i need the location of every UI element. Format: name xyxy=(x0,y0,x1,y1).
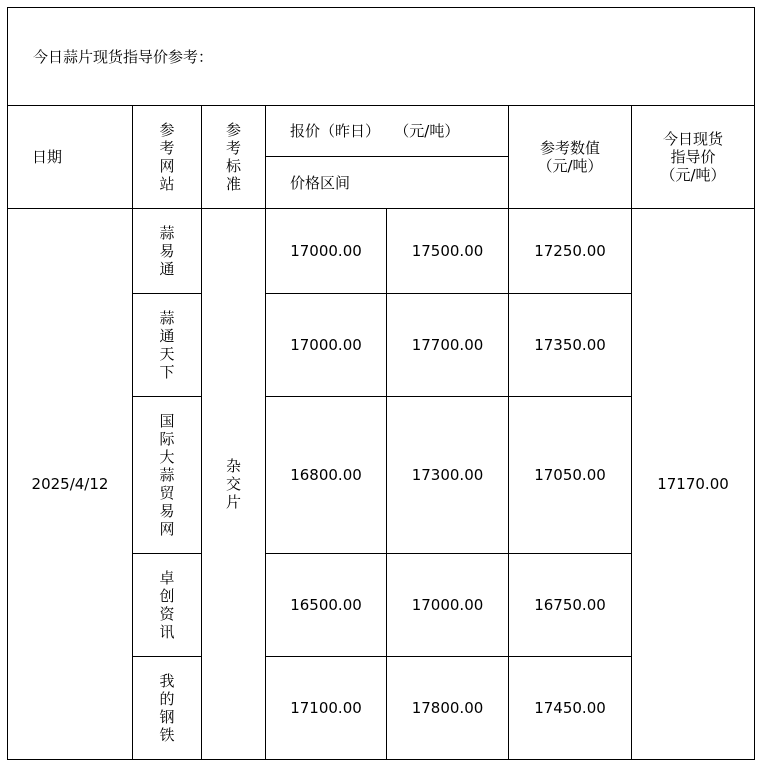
price-high: 17500.00 xyxy=(387,209,509,294)
price-low: 16500.00 xyxy=(266,554,387,657)
ref-value: 17450.00 xyxy=(509,657,632,760)
table-title: 今日蒜片现货指导价参考： xyxy=(8,8,755,106)
header-ref-value xyxy=(509,106,632,209)
header-ref-value-label: 参考数值（元/吨） xyxy=(537,139,603,175)
guide-price: 17170.00 xyxy=(632,209,755,760)
ref-value: 17350.00 xyxy=(509,294,632,397)
price-low: 17100.00 xyxy=(266,657,387,760)
price-low: 17000.00 xyxy=(266,294,387,397)
site-name: 蒜通天下 xyxy=(159,309,175,381)
site-cell xyxy=(133,209,202,294)
site-cell xyxy=(133,397,202,554)
price-low: 17000.00 xyxy=(266,209,387,294)
price-table xyxy=(7,7,755,760)
site-cell xyxy=(133,554,202,657)
title-row xyxy=(8,8,755,106)
price-high: 17700.00 xyxy=(387,294,509,397)
ref-value: 16750.00 xyxy=(509,554,632,657)
header-quote: 报价（昨日） （元/吨） xyxy=(266,106,509,157)
site-cell xyxy=(133,294,202,397)
site-name: 国际大蒜贸易网 xyxy=(159,412,175,538)
price-low: 16800.00 xyxy=(266,397,387,554)
header-standard xyxy=(202,106,266,209)
header-date: 日期 xyxy=(8,106,133,209)
standard-name: 杂交片 xyxy=(226,457,242,511)
site-name: 卓创资讯 xyxy=(159,569,175,641)
table-row xyxy=(8,209,755,294)
header-site-label: 参考网站 xyxy=(159,121,175,193)
header-range: 价格区间 xyxy=(266,157,509,209)
ref-value: 17250.00 xyxy=(509,209,632,294)
price-high: 17300.00 xyxy=(387,397,509,554)
header-row-1 xyxy=(8,106,755,157)
ref-value: 17050.00 xyxy=(509,397,632,554)
site-cell xyxy=(133,657,202,760)
standard-cell xyxy=(202,209,266,760)
header-site xyxy=(133,106,202,209)
price-high: 17800.00 xyxy=(387,657,509,760)
site-name: 蒜易通 xyxy=(159,224,175,278)
price-high: 17000.00 xyxy=(387,554,509,657)
header-guide-label: 今日现货指导价（元/吨） xyxy=(660,130,726,184)
header-standard-label: 参考标准 xyxy=(226,121,242,193)
header-guide xyxy=(632,106,755,209)
site-name: 我的钢铁 xyxy=(159,672,175,744)
date-cell: 2025/4/12 xyxy=(8,209,133,760)
